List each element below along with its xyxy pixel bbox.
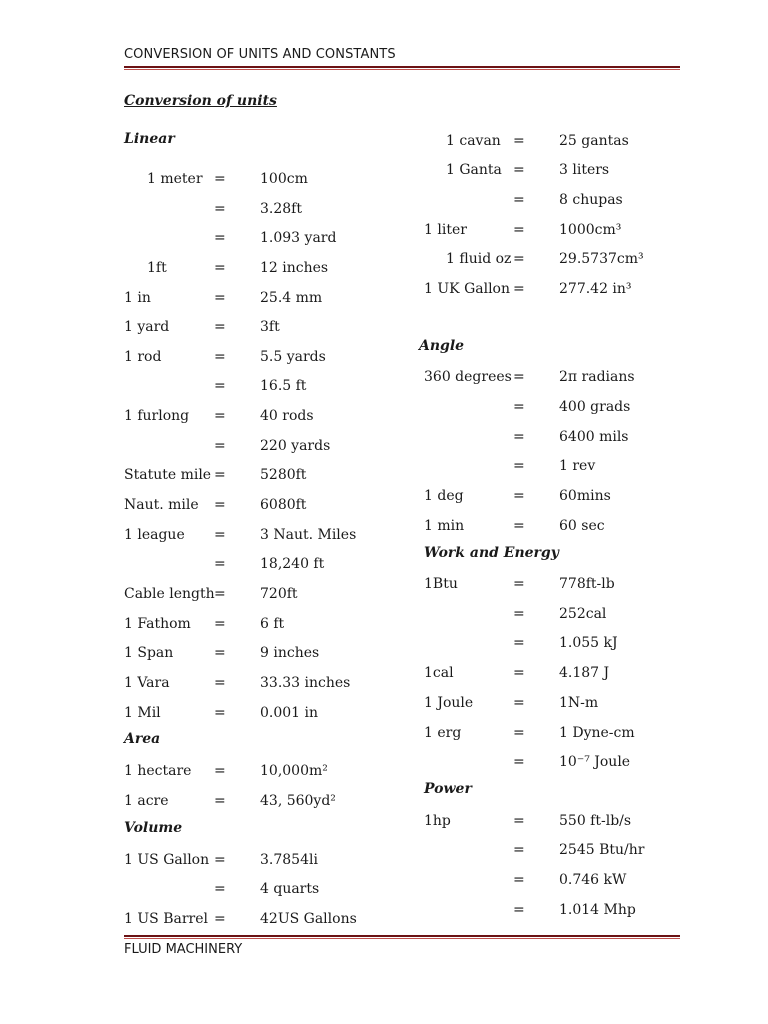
unit-label: 1 cavan <box>446 133 501 149</box>
unit-value: 8 chupas <box>559 192 623 208</box>
unit-label: 1Btu <box>424 576 458 592</box>
unit-label: 1 Fathom <box>124 616 191 632</box>
equals-sign: = <box>214 527 226 543</box>
equals-sign: = <box>214 586 226 602</box>
unit-value: 220 yards <box>260 438 331 454</box>
unit-value: 2π radians <box>559 369 635 385</box>
unit-value: 16.5 ft <box>260 378 307 394</box>
unit-value: 3ft <box>260 319 280 335</box>
unit-label: 1 Mil <box>124 705 161 721</box>
equals-sign: = <box>214 378 226 394</box>
unit-value: 100cm <box>260 171 308 187</box>
unit-value: 400 grads <box>559 399 631 415</box>
equals-sign: = <box>513 606 525 622</box>
section-heading-power: Power <box>424 781 472 797</box>
equals-sign: = <box>214 705 226 721</box>
equals-sign: = <box>513 576 525 592</box>
unit-label: 1 in <box>124 290 151 306</box>
unit-label: 1cal <box>424 665 454 681</box>
unit-label: 360 degrees <box>424 369 512 385</box>
footer-rule <box>124 935 680 939</box>
unit-value: 12 inches <box>260 260 329 276</box>
unit-label: 1 rod <box>124 349 162 365</box>
unit-value: 43, 560yd² <box>260 793 336 809</box>
header-rule <box>124 66 680 70</box>
equals-sign: = <box>214 675 226 691</box>
equals-sign: = <box>513 813 525 829</box>
equals-sign: = <box>513 192 525 208</box>
unit-label: 1 Vara <box>124 675 170 691</box>
unit-label: Naut. mile <box>124 497 199 513</box>
equals-sign: = <box>513 518 525 534</box>
unit-label: 1 Joule <box>424 695 474 711</box>
unit-label: 1 Ganta <box>446 162 502 178</box>
equals-sign: = <box>513 369 525 385</box>
unit-label: 1ft <box>147 260 167 276</box>
unit-value: 9 inches <box>260 645 320 661</box>
equals-sign: = <box>513 281 525 297</box>
equals-sign: = <box>214 881 226 897</box>
section-heading-work-and-energy: Work and Energy <box>424 545 559 561</box>
equals-sign: = <box>513 754 525 770</box>
equals-sign: = <box>214 556 226 572</box>
equals-sign: = <box>513 133 525 149</box>
unit-value: 60 sec <box>559 518 605 534</box>
equals-sign: = <box>513 488 525 504</box>
unit-label: 1 erg <box>424 725 462 741</box>
equals-sign: = <box>513 458 525 474</box>
unit-value: 10,000m² <box>260 763 328 779</box>
equals-sign: = <box>214 793 226 809</box>
equals-sign: = <box>513 872 525 888</box>
unit-label: 1 deg <box>424 488 464 504</box>
unit-value: 5280ft <box>260 467 307 483</box>
equals-sign: = <box>214 349 226 365</box>
equals-sign: = <box>214 260 226 276</box>
equals-sign: = <box>513 251 525 267</box>
unit-value: 0.746 kW <box>559 872 627 888</box>
unit-value: 550 ft-lb/s <box>559 813 632 829</box>
equals-sign: = <box>214 852 226 868</box>
unit-value: 18,240 ft <box>260 556 325 572</box>
unit-value: 10⁻⁷ Joule <box>559 754 631 770</box>
unit-value: 60mins <box>559 488 611 504</box>
unit-label: 1 min <box>424 518 465 534</box>
equals-sign: = <box>513 725 525 741</box>
unit-label: Statute mile <box>124 467 212 483</box>
unit-value: 29.5737cm³ <box>559 251 644 267</box>
unit-value: 3.28ft <box>260 201 302 217</box>
equals-sign: = <box>513 635 525 651</box>
equals-sign: = <box>513 222 525 238</box>
unit-value: 6400 mils <box>559 429 629 445</box>
equals-sign: = <box>513 399 525 415</box>
equals-sign: = <box>214 201 226 217</box>
equals-sign: = <box>214 230 226 246</box>
equals-sign: = <box>214 645 226 661</box>
unit-value: 277.42 in³ <box>559 281 632 297</box>
unit-value: 5.5 yards <box>260 349 326 365</box>
equals-sign: = <box>513 842 525 858</box>
unit-value: 2545 Btu/hr <box>559 842 645 858</box>
equals-sign: = <box>513 162 525 178</box>
equals-sign: = <box>214 290 226 306</box>
unit-label: 1 Span <box>124 645 174 661</box>
unit-value: 42US Gallons <box>260 911 357 927</box>
equals-sign: = <box>214 763 226 779</box>
unit-value: 1 rev <box>559 458 596 474</box>
unit-value: 0.001 in <box>260 705 319 721</box>
unit-value: 1 Dyne-cm <box>559 725 635 741</box>
unit-label: 1 yard <box>124 319 170 335</box>
unit-label: 1 fluid oz <box>446 251 512 267</box>
unit-value: 3 liters <box>559 162 610 178</box>
unit-value: 1.093 yard <box>260 230 337 246</box>
unit-value: 3.7854li <box>260 852 318 868</box>
equals-sign: = <box>214 319 226 335</box>
unit-label: 1 US Gallon <box>124 852 210 868</box>
equals-sign: = <box>513 665 525 681</box>
equals-sign: = <box>513 695 525 711</box>
equals-sign: = <box>214 497 226 513</box>
equals-sign: = <box>214 438 226 454</box>
unit-value: 6 ft <box>260 616 285 632</box>
unit-value: 1.055 kJ <box>559 635 618 651</box>
unit-value: 6080ft <box>260 497 307 513</box>
unit-value: 1.014 Mhp <box>559 902 636 918</box>
unit-value: 1N-m <box>559 695 599 711</box>
equals-sign: = <box>513 902 525 918</box>
unit-label: 1 acre <box>124 793 169 809</box>
unit-value: 1000cm³ <box>559 222 622 238</box>
unit-label: 1 furlong <box>124 408 190 424</box>
unit-label: 1 US Barrel <box>124 911 208 927</box>
page-footer-title: FLUID MACHINERY <box>124 942 243 957</box>
equals-sign: = <box>214 911 226 927</box>
document-title: Conversion of units <box>124 93 277 109</box>
equals-sign: = <box>214 408 226 424</box>
unit-label: 1 liter <box>424 222 467 238</box>
page-header-title: CONVERSION OF UNITS AND CONSTANTS <box>124 47 396 62</box>
unit-label: 1 UK Gallon <box>424 281 510 297</box>
unit-value: 252cal <box>559 606 607 622</box>
unit-label: 1 hectare <box>124 763 192 779</box>
equals-sign: = <box>214 171 226 187</box>
unit-value: 25.4 mm <box>260 290 323 306</box>
unit-value: 3 Naut. Miles <box>260 527 357 543</box>
unit-value: 33.33 inches <box>260 675 351 691</box>
section-heading-volume: Volume <box>124 820 183 836</box>
unit-value: 40 rods <box>260 408 314 424</box>
unit-label: Cable length <box>124 586 215 602</box>
equals-sign: = <box>214 616 226 632</box>
unit-value: 4 quarts <box>260 881 320 897</box>
equals-sign: = <box>513 429 525 445</box>
section-heading-linear: Linear <box>124 131 175 147</box>
unit-value: 720ft <box>260 586 298 602</box>
unit-label: 1 league <box>124 527 185 543</box>
section-heading-angle: Angle <box>419 338 465 354</box>
unit-label: 1 meter <box>147 171 203 187</box>
equals-sign: = <box>214 467 226 483</box>
unit-value: 4.187 J <box>559 665 610 681</box>
unit-label: 1hp <box>424 813 451 829</box>
section-heading-area: Area <box>124 731 161 747</box>
unit-value: 778ft-lb <box>559 576 615 592</box>
unit-value: 25 gantas <box>559 133 629 149</box>
